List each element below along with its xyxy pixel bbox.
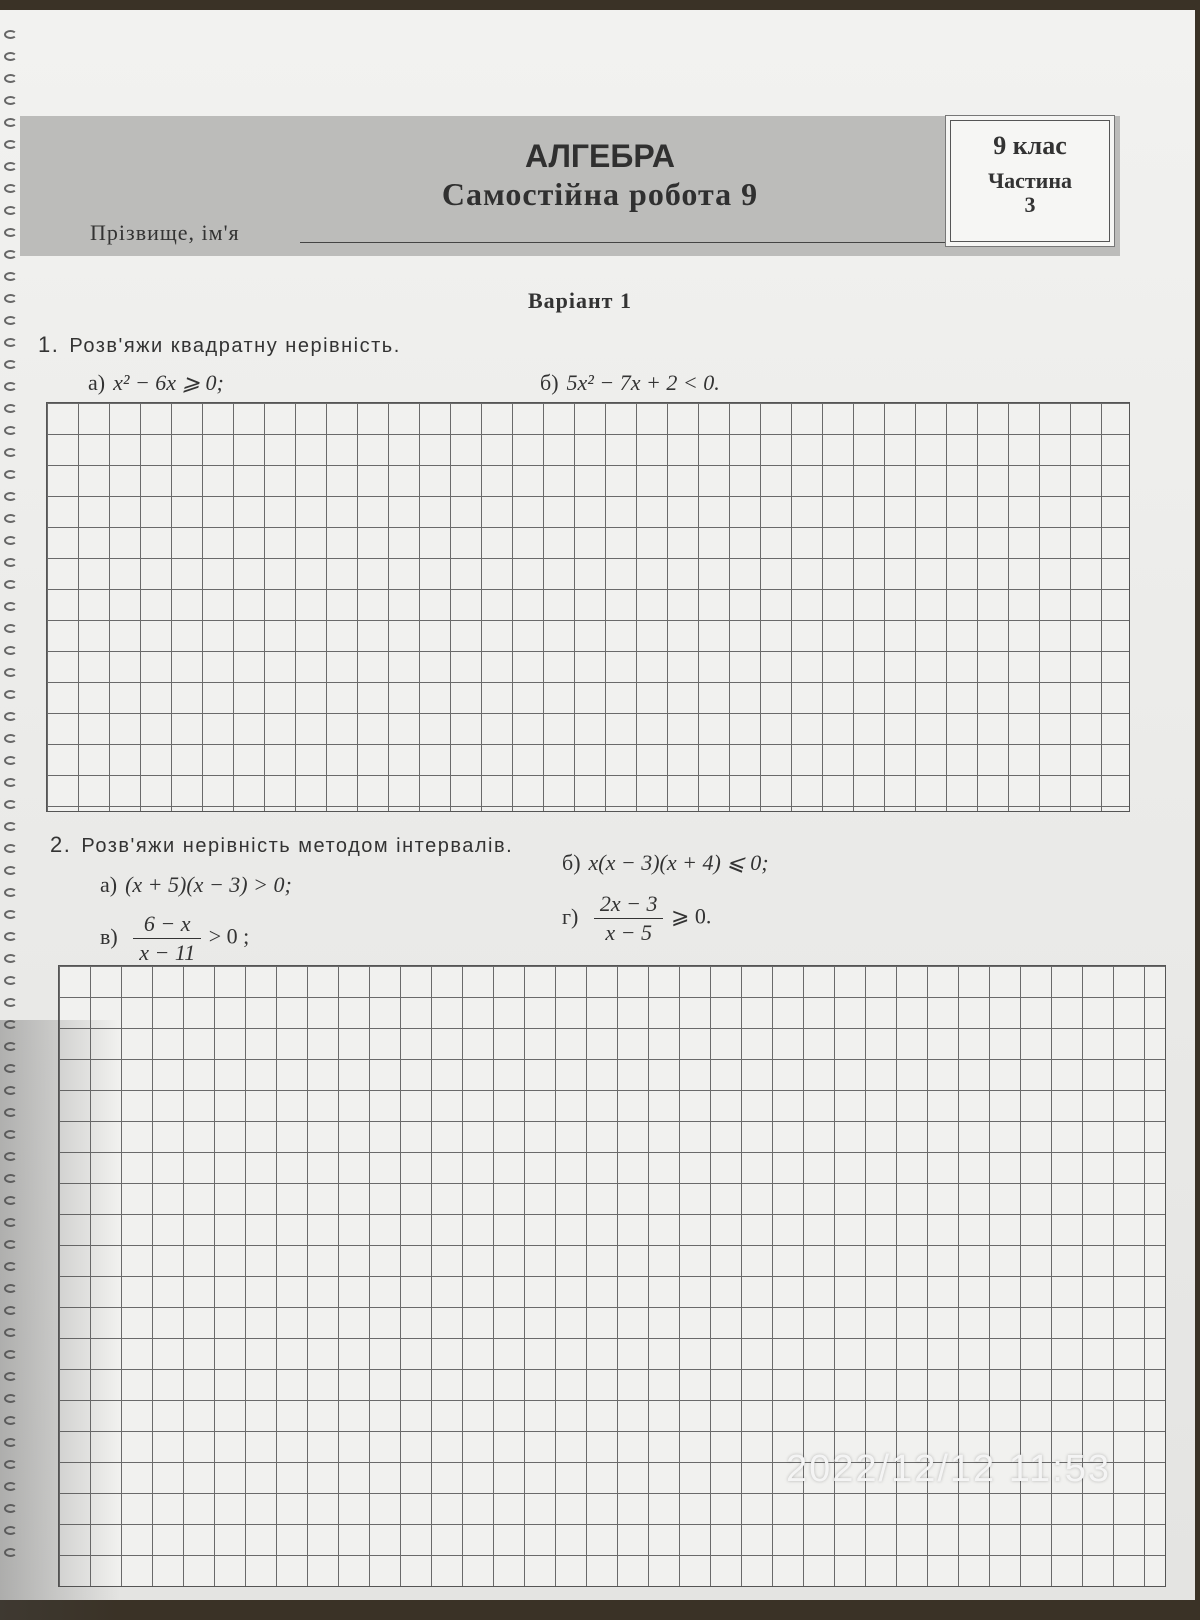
- spiral-ring: [4, 250, 17, 259]
- task-1-title: [38, 332, 401, 358]
- spiral-ring: [4, 470, 17, 479]
- task-2a-expression: [100, 872, 292, 898]
- task-2b-expression: [562, 850, 769, 876]
- task-1b-formula: 5x² − 7x + 2 < 0.: [566, 370, 720, 395]
- spiral-ring: [4, 338, 17, 347]
- task-2v-numerator: 6 − x: [133, 910, 201, 939]
- spiral-ring: [4, 1416, 17, 1425]
- spiral-ring: [4, 712, 17, 721]
- spiral-ring: [4, 1548, 17, 1557]
- name-input-line[interactable]: [300, 242, 960, 243]
- spiral-ring: [4, 646, 17, 655]
- answer-grid-task-1[interactable]: [46, 402, 1130, 812]
- spiral-ring: [4, 888, 17, 897]
- spiral-ring: [4, 734, 17, 743]
- task-2b-formula: x(x − 3)(x + 4) ⩽ 0;: [588, 850, 769, 875]
- spiral-ring: [4, 976, 17, 985]
- task-2b-label: б): [562, 850, 581, 875]
- spiral-ring: [4, 52, 17, 61]
- spiral-ring: [4, 844, 17, 853]
- spiral-ring: [4, 206, 17, 215]
- grade-box: [950, 120, 1110, 242]
- spiral-ring: [4, 30, 17, 39]
- spiral-ring: [4, 1284, 17, 1293]
- spiral-ring: [4, 866, 17, 875]
- spiral-ring: [4, 1240, 17, 1249]
- task-2-text: Розв'яжи нерівність методом інтервалів.: [81, 835, 514, 857]
- spiral-binding: [0, 30, 30, 1590]
- task-2v-fraction: [133, 910, 201, 967]
- spiral-ring: [4, 1482, 17, 1491]
- spiral-ring: [4, 1218, 17, 1227]
- spiral-ring: [4, 74, 17, 83]
- task-1b-label: б): [540, 370, 559, 395]
- spiral-ring: [4, 778, 17, 787]
- spiral-ring: [4, 822, 17, 831]
- spiral-ring: [4, 404, 17, 413]
- spiral-ring: [4, 954, 17, 963]
- subject-title: АЛГЕБРА: [524, 138, 676, 174]
- spiral-ring: [4, 1438, 17, 1447]
- spiral-ring: [4, 800, 17, 809]
- spiral-ring: [4, 558, 17, 567]
- spiral-ring: [4, 1328, 17, 1337]
- spiral-ring: [4, 932, 17, 941]
- spiral-ring: [4, 756, 17, 765]
- task-2v-tail: > 0 ;: [208, 923, 250, 949]
- task-1-number: 1.: [38, 332, 60, 357]
- task-2g-numerator: 2x − 3: [594, 890, 664, 919]
- spiral-ring: [4, 668, 17, 677]
- spiral-ring: [4, 536, 17, 545]
- spiral-ring: [4, 1086, 17, 1095]
- task-2g-denominator: x − 5: [605, 920, 652, 945]
- task-2v-label: в): [100, 923, 118, 949]
- spiral-ring: [4, 382, 17, 391]
- spiral-ring: [4, 118, 17, 127]
- spiral-ring: [4, 690, 17, 699]
- spiral-ring: [4, 184, 17, 193]
- spiral-ring: [4, 162, 17, 171]
- spiral-ring: [4, 580, 17, 589]
- spiral-ring: [4, 1306, 17, 1315]
- task-1a-formula: x² − 6x ⩾ 0;: [113, 370, 224, 395]
- spiral-ring: [4, 96, 17, 105]
- spiral-ring: [4, 360, 17, 369]
- spiral-ring: [4, 1350, 17, 1359]
- part-number: 3: [1024, 192, 1036, 217]
- work-title: Самостійна робота 9: [441, 176, 759, 212]
- spiral-ring: [4, 316, 17, 325]
- task-2g-label: г): [562, 903, 579, 929]
- spiral-ring: [4, 910, 17, 919]
- spiral-ring: [4, 1526, 17, 1535]
- spiral-ring: [4, 1042, 17, 1051]
- task-2g-expression: [562, 890, 711, 947]
- spiral-ring: [4, 448, 17, 457]
- name-label: Прізвище, ім'я: [90, 220, 240, 245]
- spiral-ring: [4, 998, 17, 1007]
- spiral-ring: [4, 1460, 17, 1469]
- spiral-ring: [4, 1020, 17, 1029]
- task-2v-expression: [100, 910, 249, 967]
- spiral-ring: [4, 1130, 17, 1139]
- task-1a-label: а): [88, 370, 106, 395]
- task-1a-expression: [88, 370, 224, 396]
- spiral-ring: [4, 624, 17, 633]
- task-2a-formula: (x + 5)(x − 3) > 0;: [125, 872, 292, 897]
- variant-heading: Варіант 1: [527, 288, 632, 313]
- task-1b-expression: [540, 370, 720, 396]
- spiral-ring: [4, 1394, 17, 1403]
- spiral-ring: [4, 140, 17, 149]
- spiral-ring: [4, 492, 17, 501]
- spiral-ring: [4, 272, 17, 281]
- spiral-ring: [4, 1152, 17, 1161]
- grade-label: 9 клас: [993, 131, 1067, 160]
- task-2v-denominator: x − 11: [139, 940, 196, 965]
- part-word: Частина: [987, 168, 1073, 193]
- spiral-ring: [4, 1174, 17, 1183]
- answer-grid-task-2[interactable]: [58, 965, 1166, 1587]
- task-2-number: 2.: [50, 832, 72, 857]
- spiral-ring: [4, 1262, 17, 1271]
- spiral-ring: [4, 1108, 17, 1117]
- spiral-ring: [4, 602, 17, 611]
- spiral-ring: [4, 1064, 17, 1073]
- task-2g-tail: ⩾ 0.: [670, 903, 712, 929]
- spiral-ring: [4, 228, 17, 237]
- worksheet-page: [0, 10, 1195, 1600]
- part-label: [951, 169, 1109, 217]
- task-1-text: Розв'яжи квадратну нерівність.: [69, 335, 401, 357]
- task-2-title: [50, 832, 513, 858]
- spiral-ring: [4, 1372, 17, 1381]
- task-2g-fraction: [594, 890, 664, 947]
- spiral-ring: [4, 514, 17, 523]
- photo-timestamp: 2022/12/12 11:53: [786, 1448, 1112, 1490]
- spiral-ring: [4, 1196, 17, 1205]
- task-2a-label: а): [100, 872, 118, 897]
- spiral-ring: [4, 426, 17, 435]
- spiral-ring: [4, 1504, 17, 1513]
